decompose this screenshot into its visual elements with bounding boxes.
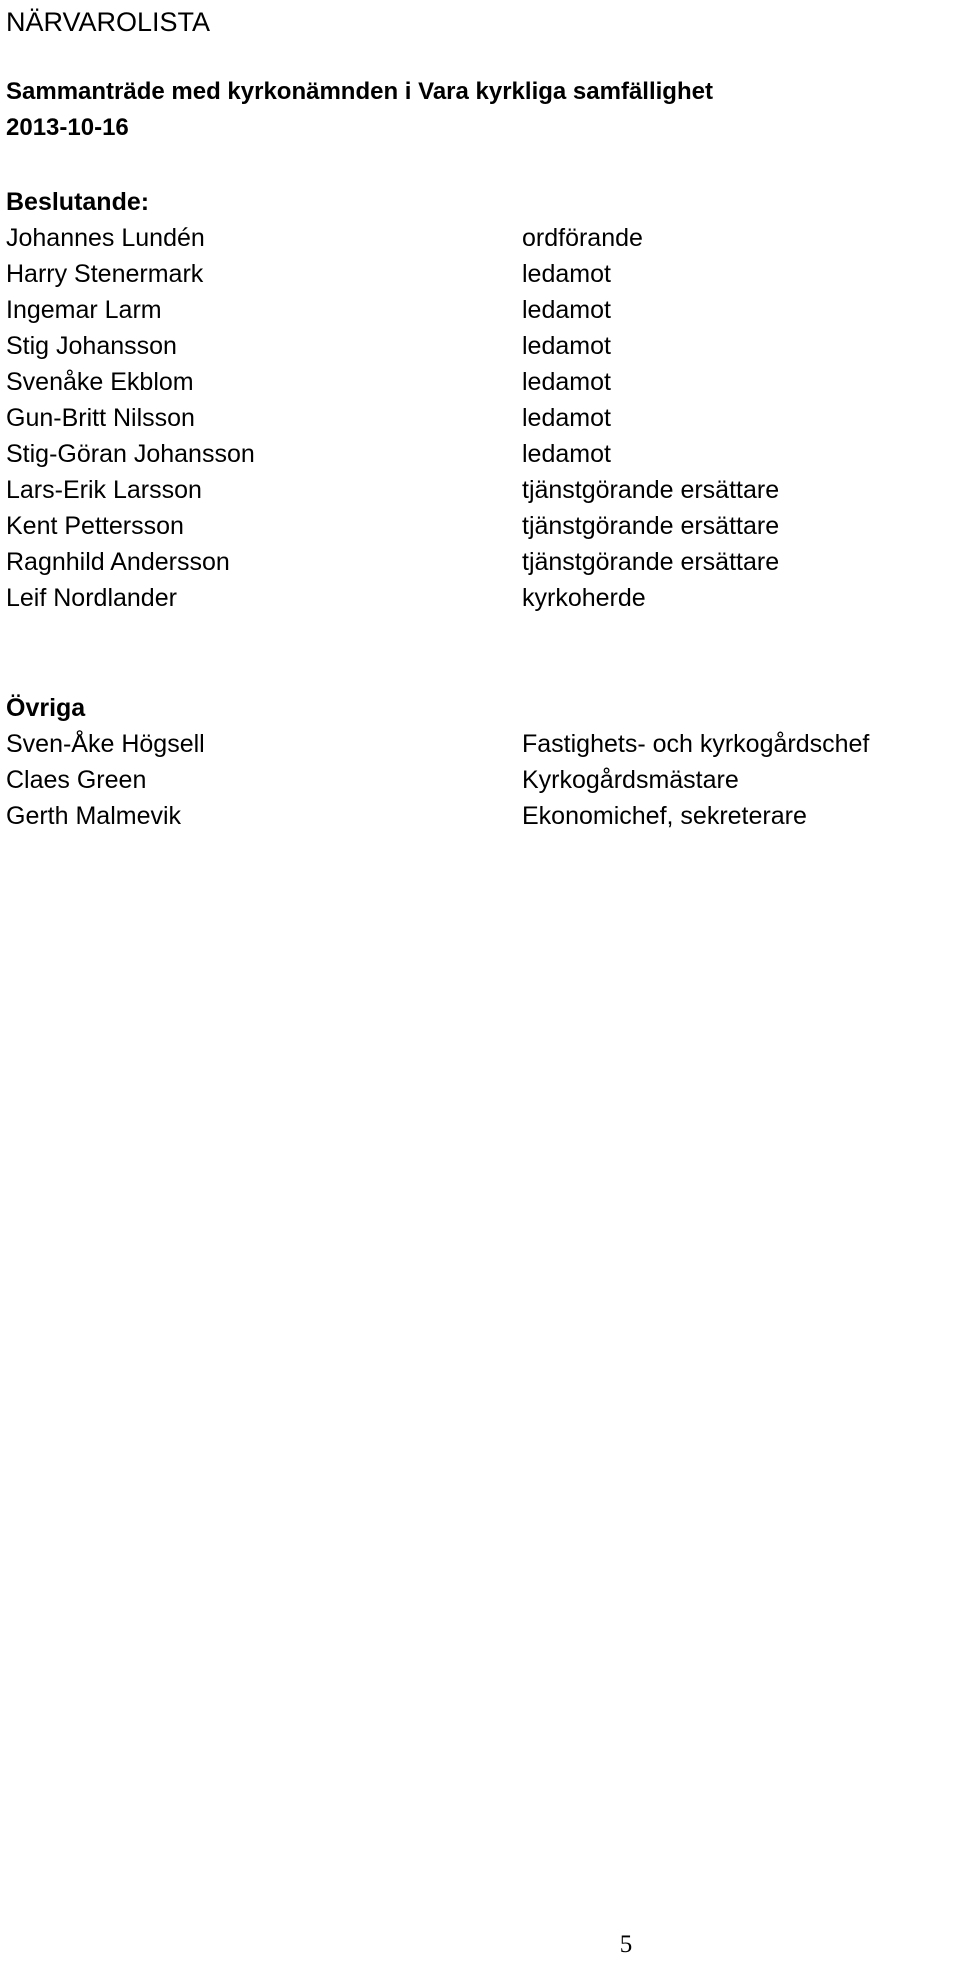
attendee-role: tjänstgörande ersättare xyxy=(522,476,780,504)
attendee-role: ledamot xyxy=(522,296,611,324)
attendee-role: ledamot xyxy=(522,404,611,432)
attendee-name: Leif Nordlander xyxy=(6,584,177,612)
ovriga-heading: Övriga xyxy=(6,694,86,722)
attendee-role: ledamot xyxy=(522,440,611,468)
attendee-name: Lars-Erik Larsson xyxy=(6,476,202,504)
beslutande-list xyxy=(0,220,960,616)
attendee-role: tjänstgörande ersättare xyxy=(522,548,780,576)
meeting-date: 2013-10-16 xyxy=(6,114,129,141)
attendee-name: Stig-Göran Johansson xyxy=(6,440,255,468)
attendee-row xyxy=(0,544,960,580)
attendee-row xyxy=(0,762,960,798)
attendee-row xyxy=(0,328,960,364)
attendee-role: ordförande xyxy=(522,224,643,252)
attendee-role: Ekonomichef, sekreterare xyxy=(522,802,807,830)
attendee-row xyxy=(0,508,960,544)
attendee-name: Ingemar Larm xyxy=(6,296,162,324)
attendee-name: Harry Stenermark xyxy=(6,260,204,288)
attendee-role: ledamot xyxy=(522,368,611,396)
attendee-row xyxy=(0,220,960,256)
attendee-row xyxy=(0,292,960,328)
attendee-role: kyrkoherde xyxy=(522,584,646,612)
attendee-name: Gerth Malmevik xyxy=(6,802,182,830)
attendee-row xyxy=(0,726,960,762)
attendee-name: Johannes Lundén xyxy=(6,224,205,252)
attendee-name: Svenåke Ekblom xyxy=(6,368,194,396)
attendee-name: Kent Pettersson xyxy=(6,512,184,540)
ovriga-list xyxy=(0,726,960,834)
attendee-row xyxy=(0,256,960,292)
attendee-role: ledamot xyxy=(522,332,611,360)
attendee-role: Fastighets- och kyrkogårdschef xyxy=(522,730,870,758)
attendee-row xyxy=(0,364,960,400)
attendee-name: Sven-Åke Högsell xyxy=(6,730,205,758)
attendee-role: tjänstgörande ersättare xyxy=(522,512,780,540)
meeting-title: Sammanträde med kyrkonämnden i Vara kyrkliga samfällighet xyxy=(6,78,713,105)
attendee-name: Ragnhild Andersson xyxy=(6,548,230,576)
document-title: NÄRVAROLISTA xyxy=(6,7,211,37)
attendee-role: ledamot xyxy=(522,260,611,288)
attendee-role: Kyrkogårdsmästare xyxy=(522,766,739,794)
attendee-row xyxy=(0,580,960,616)
beslutande-heading: Beslutande: xyxy=(6,188,150,216)
attendee-row xyxy=(0,400,960,436)
attendee-name: Stig Johansson xyxy=(6,332,177,360)
attendee-row xyxy=(0,798,960,834)
attendee-name: Claes Green xyxy=(6,766,147,794)
page-number: 5 xyxy=(619,1931,633,1958)
attendee-row xyxy=(0,472,960,508)
attendee-row xyxy=(0,436,960,472)
attendee-name: Gun-Britt Nilsson xyxy=(6,404,195,432)
